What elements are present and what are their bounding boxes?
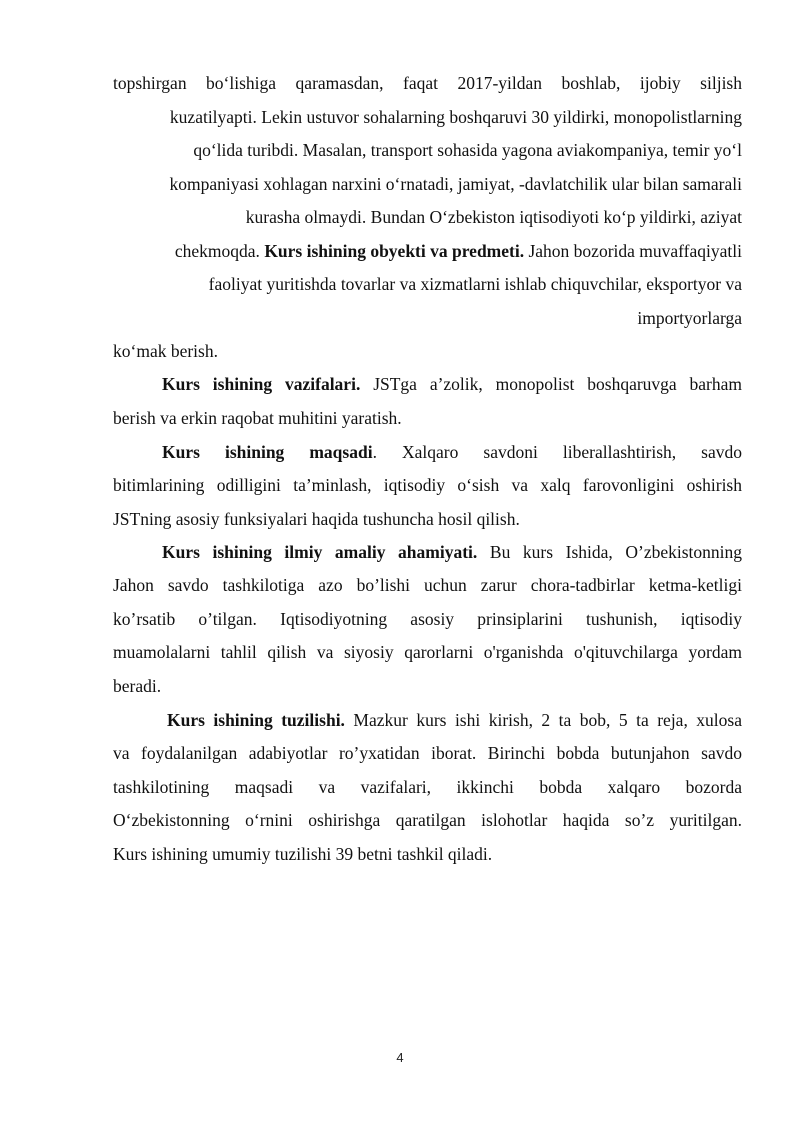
text-line-22: tashkilotining maqsadi va vazifalari, ikkinchi bobda xalqaro bozorda <box>113 777 742 797</box>
text-line-5: kurasha olmaydi. Bundan O‘zbekiston iqtisodiyoti ko‘p yildirki, aziyat <box>245 207 742 227</box>
text-line-20: Kurs ishining tuzilishi. Mazkur kurs ishi kirish, 2 ta bob, 5 ta reja, xulosa <box>167 710 742 730</box>
text-line-9: ko‘mak berish. <box>113 341 218 361</box>
text-line-3: qo‘lida turibdi. Masalan, transport sohasida yagona aviakompaniya, temir yo‘l <box>193 140 742 160</box>
text-line-18: muamolalarni tahlil qilish va siyosiy qarorlarni o'rganishda o'qituvchilarga yordam <box>113 642 742 662</box>
text-line-21: va foydalanilgan adabiyotlar ro’yxatidan iborat. Birinchi bobda butunjahon savdo <box>113 743 742 763</box>
text-line-15: Kurs ishining ilmiy amaliy ahamiyati. Bu kurs Ishida, O’zbekistonning <box>162 542 743 562</box>
text-line-4: kompaniyasi xohlagan narxini o‘rnatadi, jamiyat, -davlatchilik ular bilan samarali <box>169 174 742 194</box>
text-line-14: JSTning asosiy funksiyalari haqida tushuncha hosil qilish. <box>113 509 520 529</box>
heading-ahamiyati: Kurs ishining ilmiy amaliy ahamiyati. <box>162 542 478 562</box>
text-line-2: kuzatilyapti. Lekin ustuvor sohalarning boshqaruvi 30 yildirki, monopolistlarning <box>169 107 742 127</box>
heading-vazifalari: Kurs ishining vazifalari. <box>162 374 361 394</box>
text-line-8: importyorlarga <box>637 308 742 328</box>
text-line-1: topshirgan bo‘lishiga qaramasdan, faqat 2017-yildan boshlab, ijobiy siljish <box>113 73 742 93</box>
text-line-17: ko’rsatib o’tilgan. Iqtisodiyotning asosiy prinsiplarini tushunish, iqtisodiy <box>113 609 742 629</box>
heading-obyekti: Kurs ishining obyekti va predmeti. <box>264 241 525 261</box>
heading-tuzilishi: Kurs ishining tuzilishi. <box>167 710 345 730</box>
text-line-10: Kurs ishining vazifalari. JSTga a’zolik, monopolist boshqaruvga barham <box>162 374 743 394</box>
text-line-19: beradi. <box>113 676 162 696</box>
text-line-16: Jahon savdo tashkilotiga azo bo’lishi uchun zarur chora-tadbirlar ketma-ketligi <box>113 575 742 595</box>
heading-maqsadi: Kurs ishining maqsadi <box>162 442 373 462</box>
page-number: 4 <box>396 1050 404 1065</box>
text-line-23: O‘zbekistonning o‘rnini oshirishga qaratilgan islohotlar haqida so’z yuritilgan. <box>113 810 742 830</box>
text-line-6: chekmoqda. Kurs ishining obyekti va predmeti. Jahon bozorida muvaffaqiyatli <box>174 241 742 261</box>
text-line-12: Kurs ishining maqsadi. Xalqaro savdoni liberallashtirish, savdo <box>162 442 742 462</box>
text-line-11: berish va erkin raqobat muhitini yaratish. <box>113 408 402 428</box>
text-line-7: faoliyat yuritishda tovarlar va xizmatlarni ishlab chiquvchilar, eksportyor va <box>208 274 742 294</box>
text-line-24: Kurs ishining umumiy tuzilishi 39 betni tashkil qiladi. <box>113 844 493 864</box>
text-line-13: bitimlarining odilligini ta’minlash, iqtisodiy o‘sish va xalq farovonligini oshirish <box>113 475 742 495</box>
